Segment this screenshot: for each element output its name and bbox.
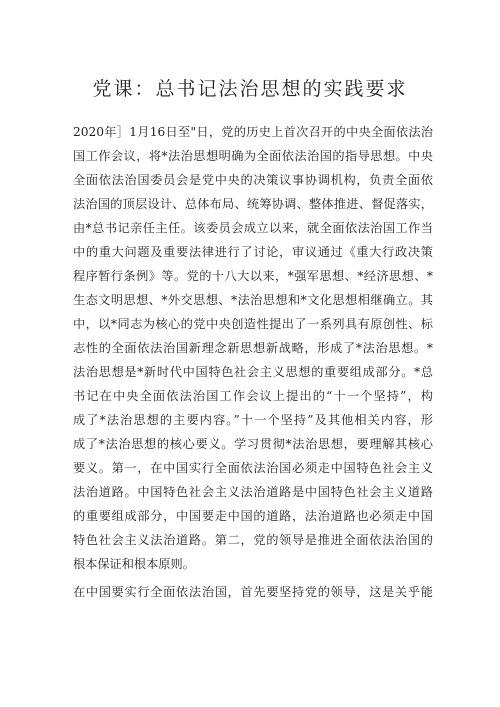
text-line: 全面依法治国委员会是党中央的决策议事协调机构，负责全面依 [73, 173, 433, 187]
text-line: 中，以*同志为核心的党中央创造性提出了一系列具有原创性、标 [73, 317, 433, 331]
paragraph-1 [73, 120, 433, 576]
text-line: 法治思想是*新时代中国特色社会主义思想的重要组成部分。*总 [73, 365, 433, 379]
text-line: 成了*法治思想的核心要义。学习贯彻*法治思想，要理解其核心 [73, 437, 433, 451]
text-line: 2020年］1月16日至"日，党的历史上首次召开的中央全面依法治 [73, 125, 433, 139]
text-line: 中的重大问题及重要法律进行了讨论，审议通过《重大行政决策 [73, 245, 433, 259]
text-line: 要义。第一，在中国实行全面依法治国必须走中国特色社会主义 [73, 461, 433, 475]
text-line: 成了*法治思想的主要内容。”十一个坚持”及其他相关内容，形 [73, 413, 433, 427]
text-line: 书记在中央全面依法治国工作会议上提出的“十一个坚持”，构 [73, 389, 433, 403]
document-body [73, 120, 433, 604]
text-line: 特色社会主义法治道路。第二，党的领导是推进全面依法治国的 [73, 533, 433, 547]
text-line: 根本保证和根本原则。 [73, 557, 195, 571]
text-line: 由*总书记亲任主任。该委员会成立以来，就全面依法治国工作当 [73, 221, 433, 235]
document-title: 党课：总书记法治思想的实践要求 [92, 78, 408, 100]
text-line: 法治国的顶层设计、总体布局、统筹协调、整体推进、督促落实， [73, 197, 433, 211]
text-line: 生态文明思想、*外交思想、*法治思想和*文化思想相继确立。其 [73, 293, 433, 307]
text-line: 法治道路。中国特色社会主义法治道路是中国特色社会主义道路 [73, 485, 433, 499]
text-line: 程序暂行条例》等。党的十八大以来，*强军思想、*经济思想、* [73, 269, 433, 283]
text-line: 在中国要实行全面依法治国，首先要坚持党的领导，这是关乎能 [73, 585, 433, 599]
text-line: 志性的全面依法治国新理念新思想新战略，形成了*法治思想。* [73, 341, 433, 355]
text-line: 国工作会议，将*法治思想明确为全面依法治国的指导思想。中央 [73, 149, 433, 163]
paragraph-2 [73, 580, 433, 604]
text-line: 的重要组成部分，中国要走中国的道路，法治道路也必须走中国 [73, 509, 433, 523]
